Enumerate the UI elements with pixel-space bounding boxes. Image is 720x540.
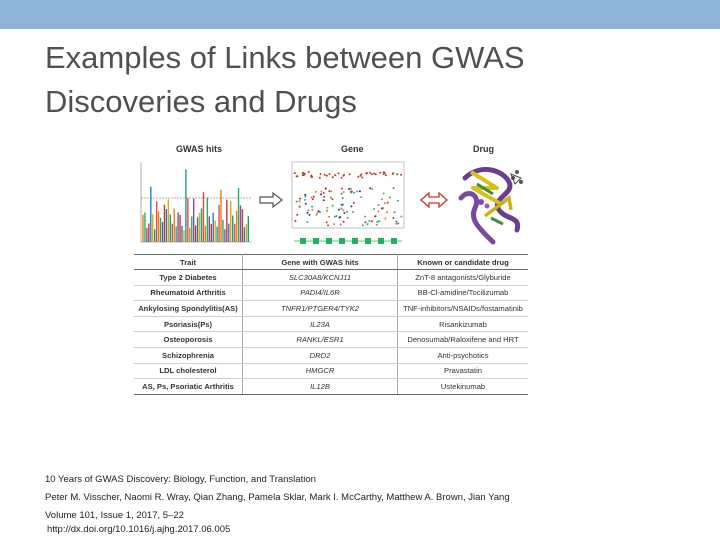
trait-cell: Rheumatoid Arthritis (134, 285, 243, 301)
table-row (134, 363, 528, 379)
table-header-row (134, 255, 528, 270)
citation-authors: Peter M. Visscher, Naomi R. Wray, Qian Zhang, Pamela Sklar, Mark I. McCarthy, Matthew A. Brown, Jian Yang (45, 492, 510, 503)
drug-cell: BB-Cl-amidine/Tocilizumab (398, 285, 529, 301)
gene-header: Gene (341, 144, 364, 154)
table-row (134, 379, 528, 395)
citation-title: 10 Years of GWAS Discovery: Biology, Function, and Translation (45, 474, 316, 485)
trait-cell: LDL cholesterol (134, 363, 243, 379)
gene-cell: HMGCR (243, 363, 398, 379)
citation-volume: Volume 101, Issue 1, 2017, 5–22 (45, 510, 184, 521)
table-row (134, 332, 528, 348)
gene-cell: SLC30A8/KCNJ11 (243, 270, 398, 286)
gene-locus-plot (286, 158, 411, 250)
gene-cell: PADI4/IL6R (243, 285, 398, 301)
citation-doi-link[interactable]: http://dx.doi.org/10.1016/j.ajhg.2017.06.005 (47, 524, 231, 535)
drug-cell: Pravastatin (398, 363, 529, 379)
drug-cell: Risankizumab (398, 316, 529, 332)
slide-title: Examples of Links between GWAS Discoveries and Drugs (45, 40, 525, 119)
top-accent-bar (0, 0, 720, 29)
drug-cell: Denosumab/Raloxifene and HRT (398, 332, 529, 348)
table-row (134, 301, 528, 317)
table-row (134, 270, 528, 286)
drug-header: Drug (473, 144, 494, 154)
drug-cell: TNF-inhibitors/NSAIDs/fostamatinib (398, 301, 529, 317)
drug-cell: Anti-psychotics (398, 347, 529, 363)
double-arrow-icon (420, 192, 448, 208)
gene-cell: IL12B (243, 379, 398, 395)
gene-cell: IL23A (243, 316, 398, 332)
trait-cell: Schizophrenia (134, 347, 243, 363)
gwas-hits-header: GWAS hits (176, 144, 223, 154)
right-arrow-icon (259, 192, 283, 208)
column-header-gene: Gene with GWAS hits (243, 255, 398, 270)
gwas-drug-figure (131, 140, 531, 410)
trait-cell: Type 2 Diabetes (134, 270, 243, 286)
trait-cell: AS, Ps, Psoriatic Arthritis (134, 379, 243, 395)
table-row (134, 285, 528, 301)
drug-cell: ZnT-8 antagonists/Glyburide (398, 270, 529, 286)
trait-cell: Psoriasis(Ps) (134, 316, 243, 332)
gene-cell: DRD2 (243, 347, 398, 363)
column-header-drug: Known or candidate drug (398, 255, 529, 270)
table-row (134, 347, 528, 363)
gwas-drug-table (134, 254, 528, 395)
protein-structure-image (451, 158, 531, 250)
trait-cell: Ankylosing Spondylitis(AS) (134, 301, 243, 317)
manhattan-plot (133, 158, 253, 250)
column-header-trait: Trait (134, 255, 243, 270)
drug-cell: Ustekinumab (398, 379, 529, 395)
gene-cell: RANKL/ESR1 (243, 332, 398, 348)
table-row (134, 316, 528, 332)
trait-cell: Osteoporosis (134, 332, 243, 348)
gene-cell: TNFR1/PTGER4/TYK2 (243, 301, 398, 317)
